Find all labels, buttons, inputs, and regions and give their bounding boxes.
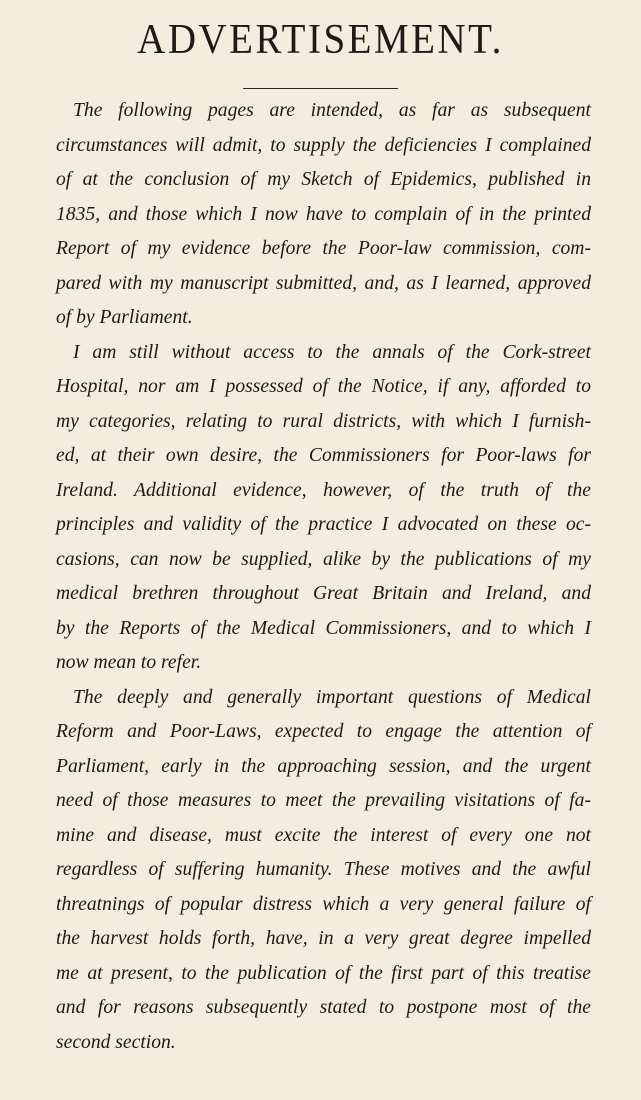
text-line: The deeply and generally important questions of Medical <box>73 686 591 708</box>
text-line: of at the conclusion of my Sketch of Epidemics, published in <box>56 169 591 190</box>
text-line: of by Parliament. <box>56 307 193 328</box>
text-line: casions, can now be supplied, alike by the publications of my <box>56 548 591 570</box>
text-line: 1835, and those which I now have to complain of in the printed <box>56 203 591 225</box>
text-line: need of those measures to meet the prevailing visitations of fa- <box>56 790 591 811</box>
document-body <box>56 94 591 1060</box>
paragraph <box>56 94 591 336</box>
text-line: principles and validity of the practice I advocated on these oc- <box>56 514 591 535</box>
text-line: Parliament, early in the approaching session, and the urgent <box>56 755 591 777</box>
paragraph <box>56 681 591 1061</box>
text-line: threatnings of popular distress which a very general failure of <box>56 893 591 915</box>
text-line: regardless of suffering humanity. These motives and the awful <box>56 859 591 880</box>
text-line: Reform and Poor-Laws, expected to engage the attention of <box>56 721 591 742</box>
text-line: mine and disease, must excite the interest of every one not <box>56 824 591 846</box>
text-line: circumstances will admit, to supply the deficiencies I complained <box>56 134 591 156</box>
text-line: and for reasons subsequently stated to postpone most of the <box>56 997 591 1018</box>
text-line: Report of my evidence before the Poor-law commission, com- <box>56 238 591 259</box>
text-line: my categories, relating to rural districts, with which I furnish- <box>56 410 591 432</box>
heading-divider <box>243 88 398 89</box>
text-line: Hospital, nor am I possessed of the Notice, if any, afforded to <box>56 376 591 397</box>
text-line: pared with my manuscript submitted, and, as I learned, approved <box>56 272 591 294</box>
page-heading: ADVERTISEMENT. <box>137 16 504 63</box>
text-line: by the Reports of the Medical Commissioners, and to which I <box>56 617 591 639</box>
text-line: ed, at their own desire, the Commissioners for Poor-laws for <box>56 445 591 466</box>
text-line: me at present, to the publication of the first part of this treatise <box>56 962 591 984</box>
text-line: I am still without access to the annals of the Cork-street <box>73 341 591 363</box>
text-line: second section. <box>56 1031 176 1053</box>
text-line: The following pages are intended, as far as subsequent <box>73 100 591 121</box>
text-line: Ireland. Additional evidence, however, of the truth of the <box>56 479 591 501</box>
paragraph <box>56 336 591 681</box>
text-line: now mean to refer. <box>56 652 202 673</box>
text-line: medical brethren throughout Great Britain and Ireland, and <box>56 583 591 604</box>
text-line: the harvest holds forth, have, in a very great degree impelled <box>56 928 591 949</box>
